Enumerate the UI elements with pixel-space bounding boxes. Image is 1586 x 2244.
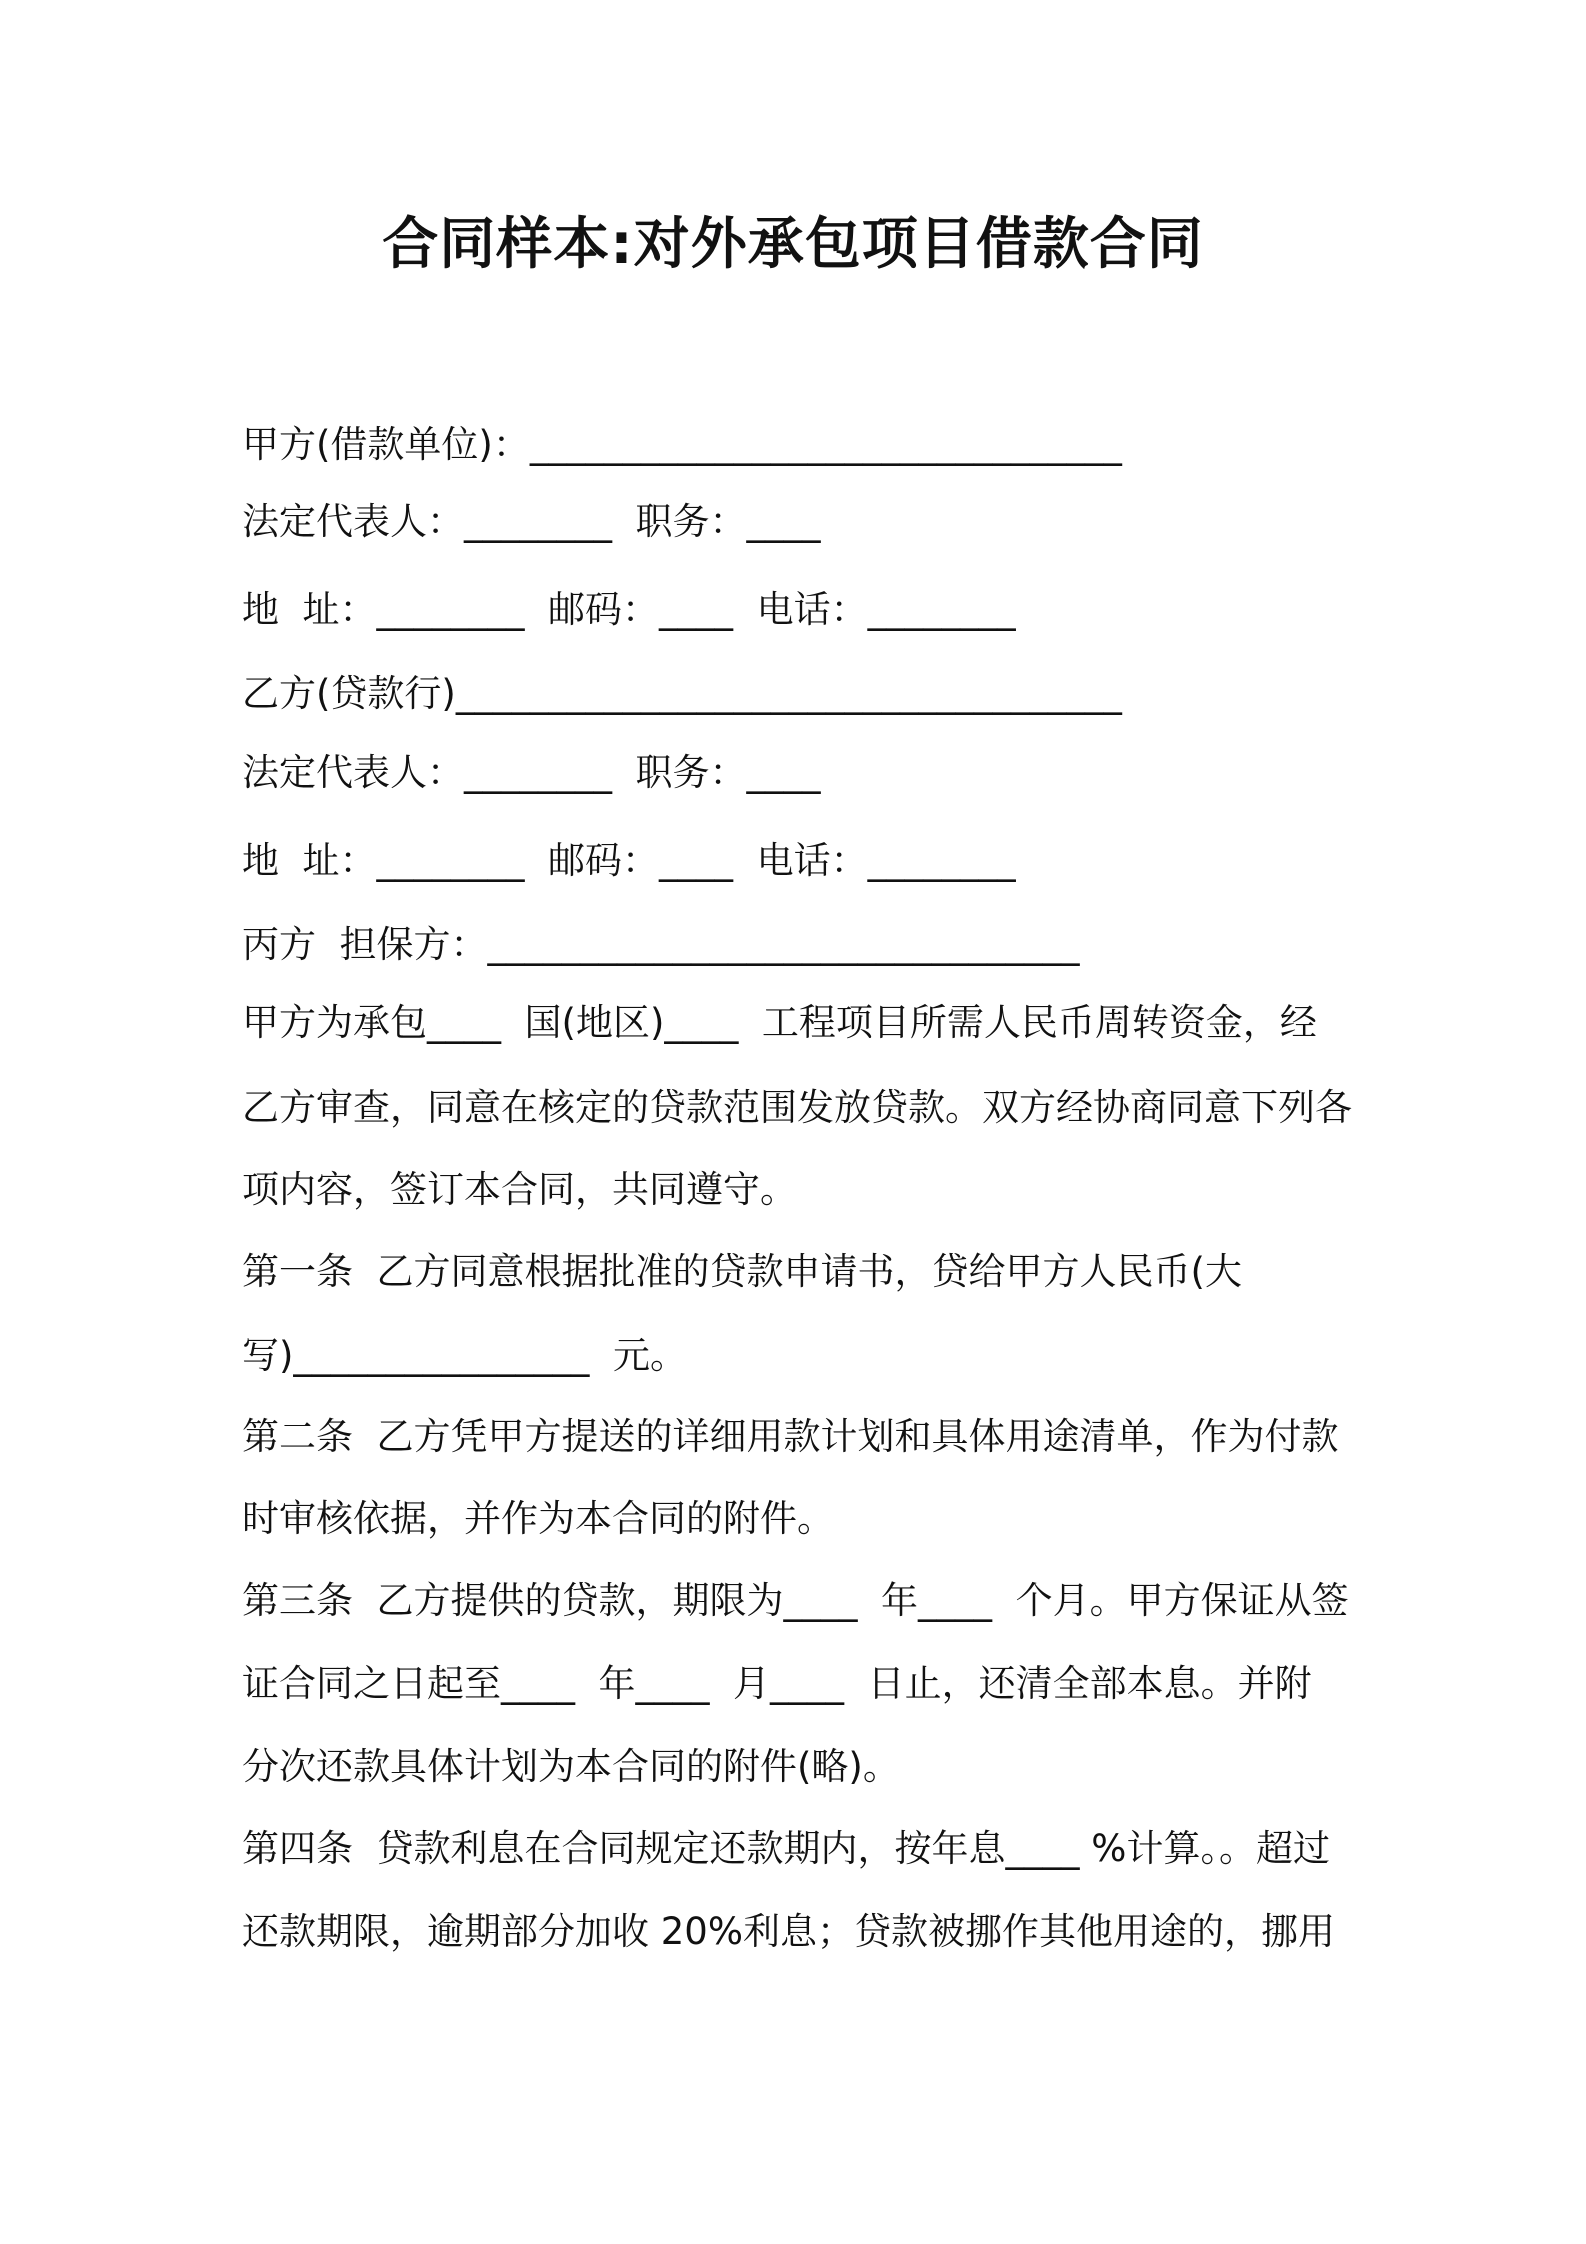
party-a-line: 甲方(借款单位)：________________________________ xyxy=(242,423,1122,466)
party-b-address-line: 地 址：________ 邮码：____ 电话：________ xyxy=(242,839,1016,882)
article-2-line: 第二条 乙方凭甲方提送的详细用款计划和具体用途清单，作为付款 xyxy=(242,1415,1339,1458)
article-3-line: 分次还款具体计划为本合同的附件(略)。 xyxy=(242,1745,900,1788)
party-c-guarantor-line: 丙方 担保方：________________________________ xyxy=(242,923,1080,966)
article-3-line: 第三条 乙方提供的贷款，期限为____ 年____ 个月。甲方保证从签 xyxy=(242,1579,1349,1622)
article-4-line: 第四条 贷款利息在合同规定还款期内，按年息____ %计算。。超过 xyxy=(242,1827,1330,1870)
paragraph-line: 项内容，签订本合同，共同遵守。 xyxy=(242,1168,797,1211)
document-title: 合同样本:对外承包项目借款合同 xyxy=(382,212,1204,277)
party-b-line: 乙方(贷款行)____________________________________ xyxy=(242,672,1122,715)
article-1-line: 第一条 乙方同意根据批准的贷款申请书，贷给甲方人民币(大 xyxy=(242,1250,1242,1293)
party-a-address-line: 地 址：________ 邮码：____ 电话：________ xyxy=(242,588,1016,631)
party-a-representative-line: 法定代表人：________ 职务：____ xyxy=(242,500,821,543)
paragraph-line: 甲方为承包____ 国(地区)____ 工程项目所需人民币周转资金，经 xyxy=(242,1001,1317,1044)
article-1-line: 写)________________ 元。 xyxy=(242,1334,687,1377)
article-3-line: 证合同之日起至____ 年____ 月____ 日止，还清全部本息。并附 xyxy=(242,1662,1312,1705)
article-4-line: 还款期限，逾期部分加收 20%利息；贷款被挪作其他用途的，挪用 xyxy=(242,1910,1335,1953)
paragraph-line: 乙方审查，同意在核定的贷款范围发放贷款。双方经协商同意下列各 xyxy=(242,1086,1352,1129)
article-2-line: 时审核依据，并作为本合同的附件。 xyxy=(242,1497,834,1540)
party-b-representative-line: 法定代表人：________ 职务：____ xyxy=(242,751,821,794)
